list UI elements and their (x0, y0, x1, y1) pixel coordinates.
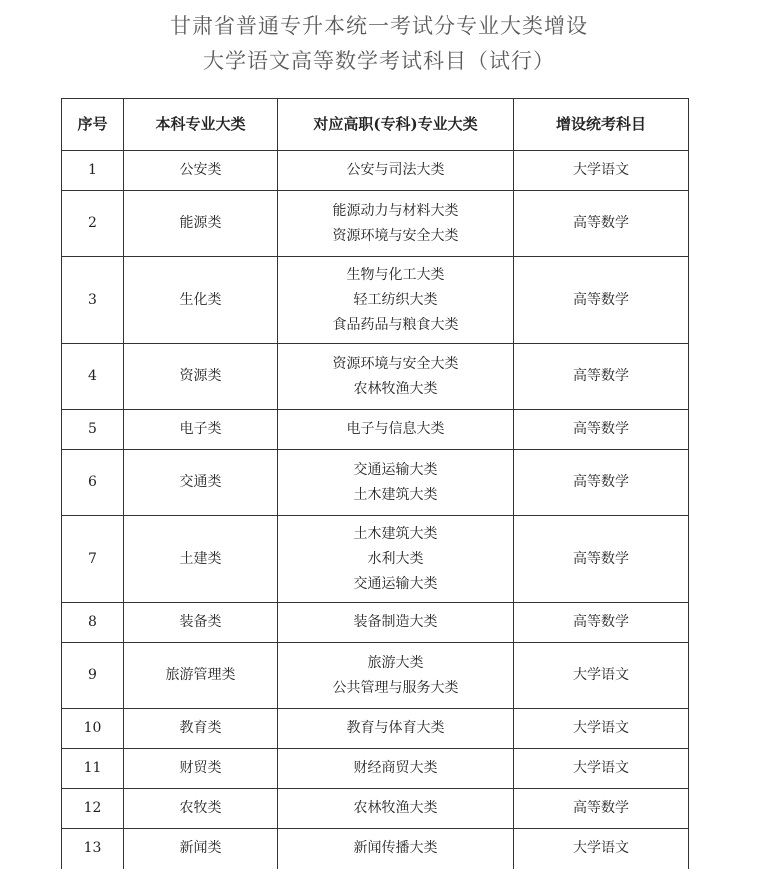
header-index: 序号 (62, 99, 124, 151)
cell-added-subject: 高等数学 (514, 410, 689, 450)
table-row (62, 749, 689, 789)
cell-undergrad-category: 电子类 (124, 410, 278, 450)
cell-vocational-categories (278, 410, 514, 450)
cell-index: 2 (62, 191, 124, 257)
cell-undergrad-category: 交通类 (124, 450, 278, 516)
table-row (62, 257, 689, 344)
cell-index: 4 (62, 344, 124, 410)
table-row (62, 191, 689, 257)
cell-added-subject: 大学语文 (514, 643, 689, 709)
cell-vocational-categories (278, 789, 514, 829)
cell-vocational-categories (278, 829, 514, 869)
cell-added-subject: 大学语文 (514, 151, 689, 191)
cell-undergrad-category: 能源类 (124, 191, 278, 257)
document-title-line-2: 大学语文高等数学考试科目（试行） (203, 49, 555, 73)
table-row (62, 709, 689, 749)
cell-undergrad-category: 装备类 (124, 603, 278, 643)
vocational-category-item: 资源环境与安全大类 (332, 227, 459, 244)
table-row (62, 516, 689, 603)
cell-added-subject: 高等数学 (514, 789, 689, 829)
cell-vocational-categories (278, 603, 514, 643)
cell-vocational-categories (278, 257, 514, 344)
exam-subject-table (61, 98, 689, 869)
cell-vocational-categories (278, 749, 514, 789)
cell-index: 8 (62, 603, 124, 643)
cell-index: 1 (62, 151, 124, 191)
cell-added-subject: 大学语文 (514, 749, 689, 789)
vocational-category-item: 旅游大类 (367, 654, 424, 671)
vocational-category-item: 财经商贸大类 (353, 760, 438, 776)
vocational-category-item: 电子与信息大类 (346, 421, 445, 437)
header-vocational-category: 对应高职(专科)专业大类 (278, 99, 514, 151)
vocational-category-item: 水利大类 (367, 550, 424, 567)
cell-undergrad-category: 财贸类 (124, 749, 278, 789)
cell-added-subject: 高等数学 (514, 450, 689, 516)
cell-vocational-categories (278, 516, 514, 603)
cell-added-subject: 大学语文 (514, 829, 689, 869)
table-row (62, 829, 689, 869)
cell-index: 12 (62, 789, 124, 829)
table-header-row (62, 99, 689, 151)
cell-vocational-categories (278, 151, 514, 191)
cell-added-subject: 高等数学 (514, 344, 689, 410)
vocational-category-item: 生物与化工大类 (346, 266, 445, 283)
vocational-category-item: 食品药品与粮食大类 (332, 316, 459, 333)
vocational-category-item: 交通运输大类 (353, 575, 438, 592)
vocational-category-item: 土木建筑大类 (353, 525, 438, 542)
cell-undergrad-category: 旅游管理类 (124, 643, 278, 709)
table-row (62, 643, 689, 709)
cell-index: 6 (62, 450, 124, 516)
cell-index: 7 (62, 516, 124, 603)
header-added-subject: 增设统考科目 (514, 99, 689, 151)
vocational-category-item: 教育与体育大类 (346, 720, 445, 736)
cell-undergrad-category: 教育类 (124, 709, 278, 749)
cell-added-subject: 高等数学 (514, 603, 689, 643)
cell-index: 13 (62, 829, 124, 869)
cell-added-subject: 高等数学 (514, 191, 689, 257)
vocational-category-item: 装备制造大类 (353, 614, 438, 630)
cell-undergrad-category: 农牧类 (124, 789, 278, 829)
cell-vocational-categories (278, 191, 514, 257)
vocational-category-item: 能源动力与材料大类 (332, 202, 459, 219)
cell-vocational-categories (278, 643, 514, 709)
cell-vocational-categories (278, 709, 514, 749)
cell-index: 3 (62, 257, 124, 344)
cell-index: 9 (62, 643, 124, 709)
table-row (62, 151, 689, 191)
table-row (62, 344, 689, 410)
cell-undergrad-category: 资源类 (124, 344, 278, 410)
cell-undergrad-category: 新闻类 (124, 829, 278, 869)
vocational-category-item: 公安与司法大类 (346, 162, 445, 178)
cell-added-subject: 高等数学 (514, 257, 689, 344)
cell-index: 10 (62, 709, 124, 749)
document-title-line-1: 甘肃省普通专升本统一考试分专业大类增设 (170, 14, 588, 38)
table-row (62, 603, 689, 643)
cell-vocational-categories (278, 450, 514, 516)
cell-undergrad-category: 土建类 (124, 516, 278, 603)
table-row (62, 410, 689, 450)
cell-index: 11 (62, 749, 124, 789)
table-row (62, 450, 689, 516)
vocational-category-item: 资源环境与安全大类 (332, 355, 459, 372)
vocational-category-item: 轻工纺织大类 (353, 291, 438, 308)
cell-undergrad-category: 生化类 (124, 257, 278, 344)
vocational-category-item: 新闻传播大类 (353, 840, 438, 857)
cell-undergrad-category: 公安类 (124, 151, 278, 191)
vocational-category-item: 土木建筑大类 (353, 486, 438, 503)
cell-index: 5 (62, 410, 124, 450)
vocational-category-item: 农林牧渔大类 (353, 380, 438, 397)
header-undergrad-category: 本科专业大类 (124, 99, 278, 151)
cell-added-subject: 大学语文 (514, 709, 689, 749)
table-row (62, 789, 689, 829)
cell-vocational-categories (278, 344, 514, 410)
vocational-category-item: 农林牧渔大类 (353, 800, 438, 816)
vocational-category-item: 交通运输大类 (353, 461, 438, 478)
cell-added-subject: 高等数学 (514, 516, 689, 603)
vocational-category-item: 公共管理与服务大类 (332, 679, 459, 696)
